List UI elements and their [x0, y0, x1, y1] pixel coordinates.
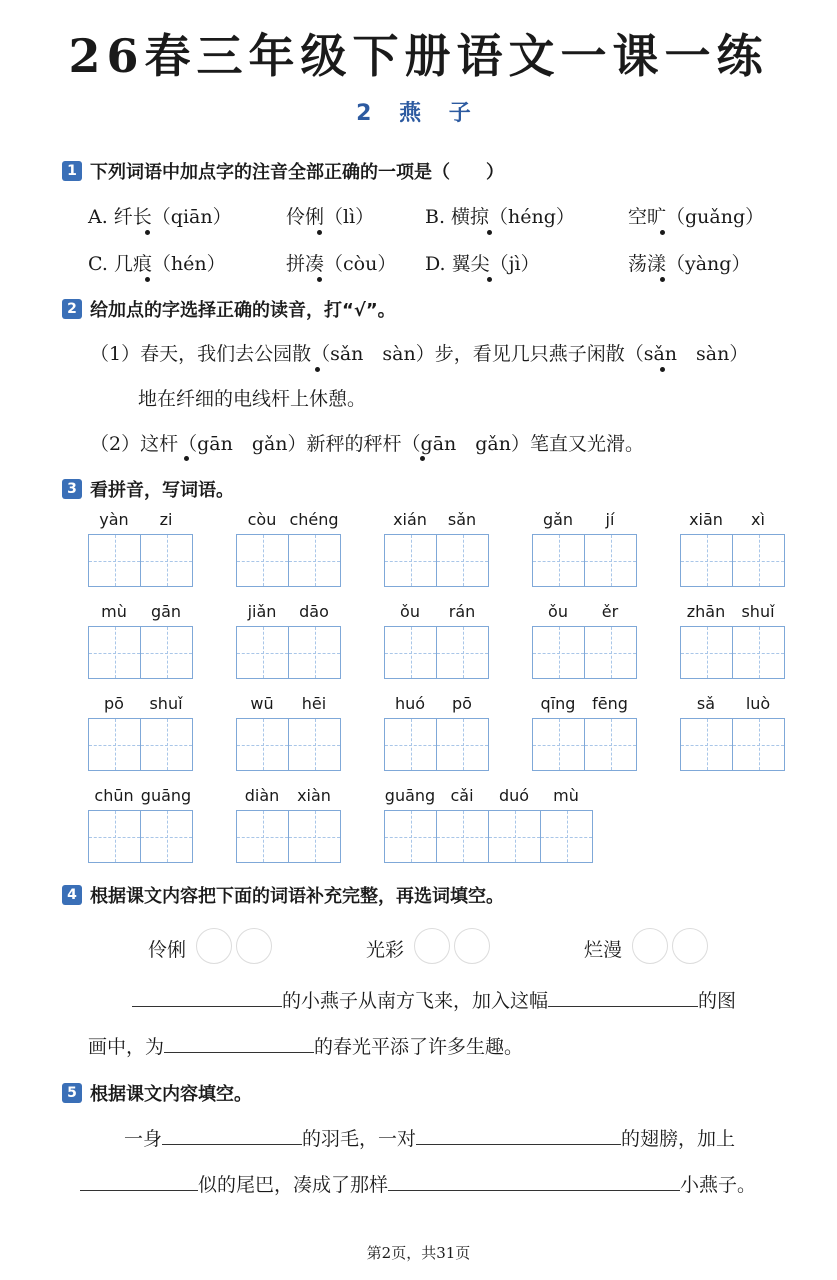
- pinyin-syllable: guāng: [384, 786, 436, 805]
- grid-cell[interactable]: [141, 627, 192, 678]
- pinyin-syllable: jí: [605, 510, 615, 529]
- pinyin-syllable: gān: [150, 602, 182, 621]
- fill-blank[interactable]: [548, 986, 698, 1007]
- pinyin-syllable: shuǐ: [741, 602, 775, 621]
- q2-line-1-continued: 地在纤细的电线杆上休憩。: [138, 388, 367, 410]
- pinyin-syllable: hēi: [301, 694, 327, 713]
- emphasis-dot: [145, 230, 150, 235]
- question-1-text: 下列词语中加点字的注音全部正确的一项是（ ）: [90, 162, 504, 183]
- character-writing-grid[interactable]: [384, 718, 489, 771]
- pinyin-syllable: ǒu: [400, 602, 420, 621]
- q4-sentence-2: [88, 1032, 523, 1059]
- q1-option-d1: D. 翼尖（jì）: [425, 253, 540, 275]
- character-writing-grid[interactable]: [384, 534, 489, 587]
- pinyin-syllable: gǎn: [542, 510, 574, 529]
- character-writing-grid[interactable]: [384, 626, 489, 679]
- q4-word-3: 烂漫: [584, 939, 623, 961]
- question-number-badge: 3: [62, 479, 82, 499]
- q5-sentence-2: [80, 1170, 756, 1197]
- pinyin-syllable: huó: [394, 694, 426, 713]
- emphasis-dot: [317, 230, 322, 235]
- grid-cell[interactable]: [141, 535, 192, 586]
- pinyin-syllable: còu: [247, 510, 277, 529]
- q1-option-a2: 伶俐（lì）: [286, 206, 375, 228]
- pinyin-syllable: xì: [751, 510, 765, 529]
- pinyin-syllable: jiǎn: [247, 602, 277, 621]
- grid-cell[interactable]: [437, 811, 489, 862]
- grid-cell[interactable]: [533, 627, 585, 678]
- lesson-title: 2 燕 子: [356, 101, 481, 126]
- q4-sentence-1-text-a: 的小燕子从南方飞来，加入这幅: [282, 990, 549, 1012]
- q5-sentence-2-text-b: 小燕子。: [680, 1174, 757, 1196]
- pinyin-syllable: sǎ: [696, 694, 716, 713]
- character-writing-grid[interactable]: [236, 534, 341, 587]
- grid-cell[interactable]: [89, 811, 141, 862]
- pinyin-syllable: zi: [159, 510, 173, 529]
- emphasis-dot: [487, 277, 492, 282]
- emphasis-dot: [487, 230, 492, 235]
- character-writing-grid[interactable]: [680, 626, 785, 679]
- page-title: 26春三年级下册语文一课一练: [68, 29, 769, 83]
- character-writing-grid[interactable]: [88, 534, 193, 587]
- pinyin-syllable: diàn: [244, 786, 280, 805]
- grid-cell[interactable]: [585, 535, 636, 586]
- q5-sentence-1-text-a: 一身: [124, 1128, 163, 1150]
- emphasis-dot: [145, 277, 150, 282]
- grid-cell[interactable]: [733, 627, 784, 678]
- grid-cell[interactable]: [289, 535, 340, 586]
- question-number-badge: 1: [62, 161, 82, 181]
- q4-word-2: 光彩: [366, 939, 405, 961]
- pinyin-syllable: guāng: [140, 786, 192, 805]
- q1-option-d2: 荡漾（yàng）: [628, 253, 751, 275]
- grid-cell[interactable]: [533, 719, 585, 770]
- grid-cell[interactable]: [437, 719, 488, 770]
- pinyin-syllable: ǒu: [548, 602, 568, 621]
- grid-cell[interactable]: [237, 627, 289, 678]
- grid-cell[interactable]: [141, 811, 192, 862]
- grid-cell[interactable]: [533, 535, 585, 586]
- q4-word-2-blanks[interactable]: [414, 928, 504, 968]
- q5-sentence-1-text-b: 的羽毛，一对: [302, 1128, 417, 1150]
- question-number-badge: 2: [62, 299, 82, 319]
- page-footer: 第2页，共31页: [366, 1244, 471, 1262]
- character-writing-grid[interactable]: [532, 626, 637, 679]
- character-writing-grid[interactable]: [88, 810, 193, 863]
- pinyin-syllable: ěr: [601, 602, 619, 621]
- grid-cell[interactable]: [437, 535, 488, 586]
- q2-line-1: （1）春天，我们去公园散（sǎn sàn）步，看见几只燕子闲散（sǎn sàn）: [90, 343, 749, 365]
- question-number-badge: 4: [62, 885, 82, 905]
- grid-cell[interactable]: [89, 719, 141, 770]
- pinyin-syllable: sǎn: [447, 510, 477, 529]
- question-2-heading: [62, 296, 396, 322]
- q1-option-b2: 空旷（guǎng）: [628, 206, 765, 228]
- pinyin-syllable: dāo: [299, 602, 329, 621]
- fill-blank[interactable]: [416, 1124, 621, 1145]
- grid-cell[interactable]: [289, 627, 340, 678]
- grid-cell[interactable]: [289, 811, 340, 862]
- fill-blank[interactable]: [80, 1170, 198, 1191]
- pinyin-syllable: fēng: [592, 694, 628, 713]
- grid-cell[interactable]: [541, 811, 592, 862]
- grid-cell[interactable]: [585, 719, 636, 770]
- q5-sentence-1-text-c: 的翅膀，加上: [621, 1128, 736, 1150]
- q4-word-1: 伶俐: [148, 939, 187, 961]
- grid-cell[interactable]: [89, 627, 141, 678]
- q4-sentence-1-text-b: 的图: [698, 990, 737, 1012]
- pinyin-syllable: chéng: [289, 510, 339, 529]
- q4-sentence-1: [132, 986, 736, 1013]
- pinyin-syllable: pō: [104, 694, 124, 713]
- question-4-heading: [62, 882, 504, 908]
- pinyin-syllable: xián: [393, 510, 427, 529]
- character-writing-grid[interactable]: [236, 626, 341, 679]
- emphasis-dot: [315, 367, 320, 372]
- emphasis-dot: [420, 456, 425, 461]
- pinyin-syllable: shuǐ: [149, 694, 183, 713]
- character-writing-grid[interactable]: [680, 718, 785, 771]
- grid-cell[interactable]: [385, 535, 437, 586]
- grid-cell[interactable]: [385, 627, 437, 678]
- grid-cell[interactable]: [489, 811, 541, 862]
- character-writing-grid[interactable]: [680, 534, 785, 587]
- q4-sentence-2-text-b: 的春光平添了许多生趣。: [314, 1036, 524, 1058]
- q5-sentence-2-text-a: 似的尾巴，凑成了那样: [198, 1174, 389, 1196]
- pinyin-syllable: mù: [553, 786, 579, 805]
- pinyin-syllable: yàn: [99, 510, 129, 529]
- q4-word-1-blanks[interactable]: [196, 928, 286, 968]
- pinyin-syllable: duó: [498, 786, 530, 805]
- grid-cell[interactable]: [385, 719, 437, 770]
- pinyin-syllable: luò: [745, 694, 771, 713]
- grid-cell[interactable]: [681, 719, 733, 770]
- grid-cell[interactable]: [733, 719, 784, 770]
- question-number-badge: 5: [62, 1083, 82, 1103]
- grid-cell[interactable]: [89, 535, 141, 586]
- grid-cell[interactable]: [437, 627, 488, 678]
- emphasis-dot: [184, 456, 189, 461]
- q1-option-a1: A. 纤长（qiān）: [88, 206, 232, 228]
- question-3-heading: [62, 476, 234, 502]
- character-writing-grid[interactable]: [88, 718, 193, 771]
- pinyin-syllable: qīng: [540, 694, 576, 713]
- grid-cell[interactable]: [681, 627, 733, 678]
- question-4-text: 根据课文内容把下面的词语补充完整，再选词填空。: [90, 886, 504, 907]
- fill-blank[interactable]: [164, 1032, 314, 1053]
- character-writing-grid[interactable]: [384, 810, 593, 863]
- q1-option-b1: B. 横掠（héng）: [425, 206, 575, 228]
- grid-cell[interactable]: [141, 719, 192, 770]
- q1-option-c1: C. 几痕（hén）: [88, 253, 226, 275]
- pinyin-syllable: xiàn: [297, 786, 331, 805]
- question-3-text: 看拼音，写词语。: [90, 480, 234, 501]
- grid-cell[interactable]: [733, 535, 784, 586]
- pinyin-syllable: xiān: [689, 510, 723, 529]
- grid-cell[interactable]: [681, 535, 733, 586]
- emphasis-dot: [660, 230, 665, 235]
- grid-cell[interactable]: [289, 719, 340, 770]
- character-writing-grid[interactable]: [532, 534, 637, 587]
- q5-sentence-1: [124, 1124, 735, 1151]
- pinyin-syllable: wū: [250, 694, 274, 713]
- character-writing-grid[interactable]: [532, 718, 637, 771]
- question-5-text: 根据课文内容填空。: [90, 1084, 252, 1105]
- grid-cell[interactable]: [237, 535, 289, 586]
- q2-line-2: （2）这杆（gān gǎn）新秤的秤杆（gān gǎn）笔直又光滑。: [90, 433, 644, 455]
- fill-blank[interactable]: [162, 1124, 302, 1145]
- character-writing-grid[interactable]: [236, 718, 341, 771]
- pinyin-syllable: rán: [448, 602, 476, 621]
- pinyin-syllable: pō: [452, 694, 472, 713]
- emphasis-dot: [660, 367, 665, 372]
- pinyin-syllable: zhān: [686, 602, 726, 621]
- q1-option-c2: 拼凑（còu）: [286, 253, 397, 275]
- question-5-heading: [62, 1080, 252, 1106]
- pinyin-syllable: mù: [101, 602, 127, 621]
- grid-cell[interactable]: [237, 811, 289, 862]
- emphasis-dot: [660, 277, 665, 282]
- pinyin-syllable: cǎi: [450, 786, 474, 805]
- grid-cell[interactable]: [585, 627, 636, 678]
- grid-cell[interactable]: [237, 719, 289, 770]
- emphasis-dot: [317, 277, 322, 282]
- character-writing-grid[interactable]: [236, 810, 341, 863]
- question-1-heading: [62, 158, 504, 184]
- character-writing-grid[interactable]: [88, 626, 193, 679]
- fill-blank[interactable]: [388, 1170, 680, 1191]
- fill-blank[interactable]: [132, 986, 282, 1007]
- q4-sentence-2-text-a: 画中，为: [88, 1036, 165, 1058]
- grid-cell[interactable]: [385, 811, 437, 862]
- q4-word-3-blanks[interactable]: [632, 928, 722, 968]
- pinyin-syllable: chūn: [94, 786, 134, 805]
- question-2-text: 给加点的字选择正确的读音，打“√”。: [90, 300, 396, 321]
